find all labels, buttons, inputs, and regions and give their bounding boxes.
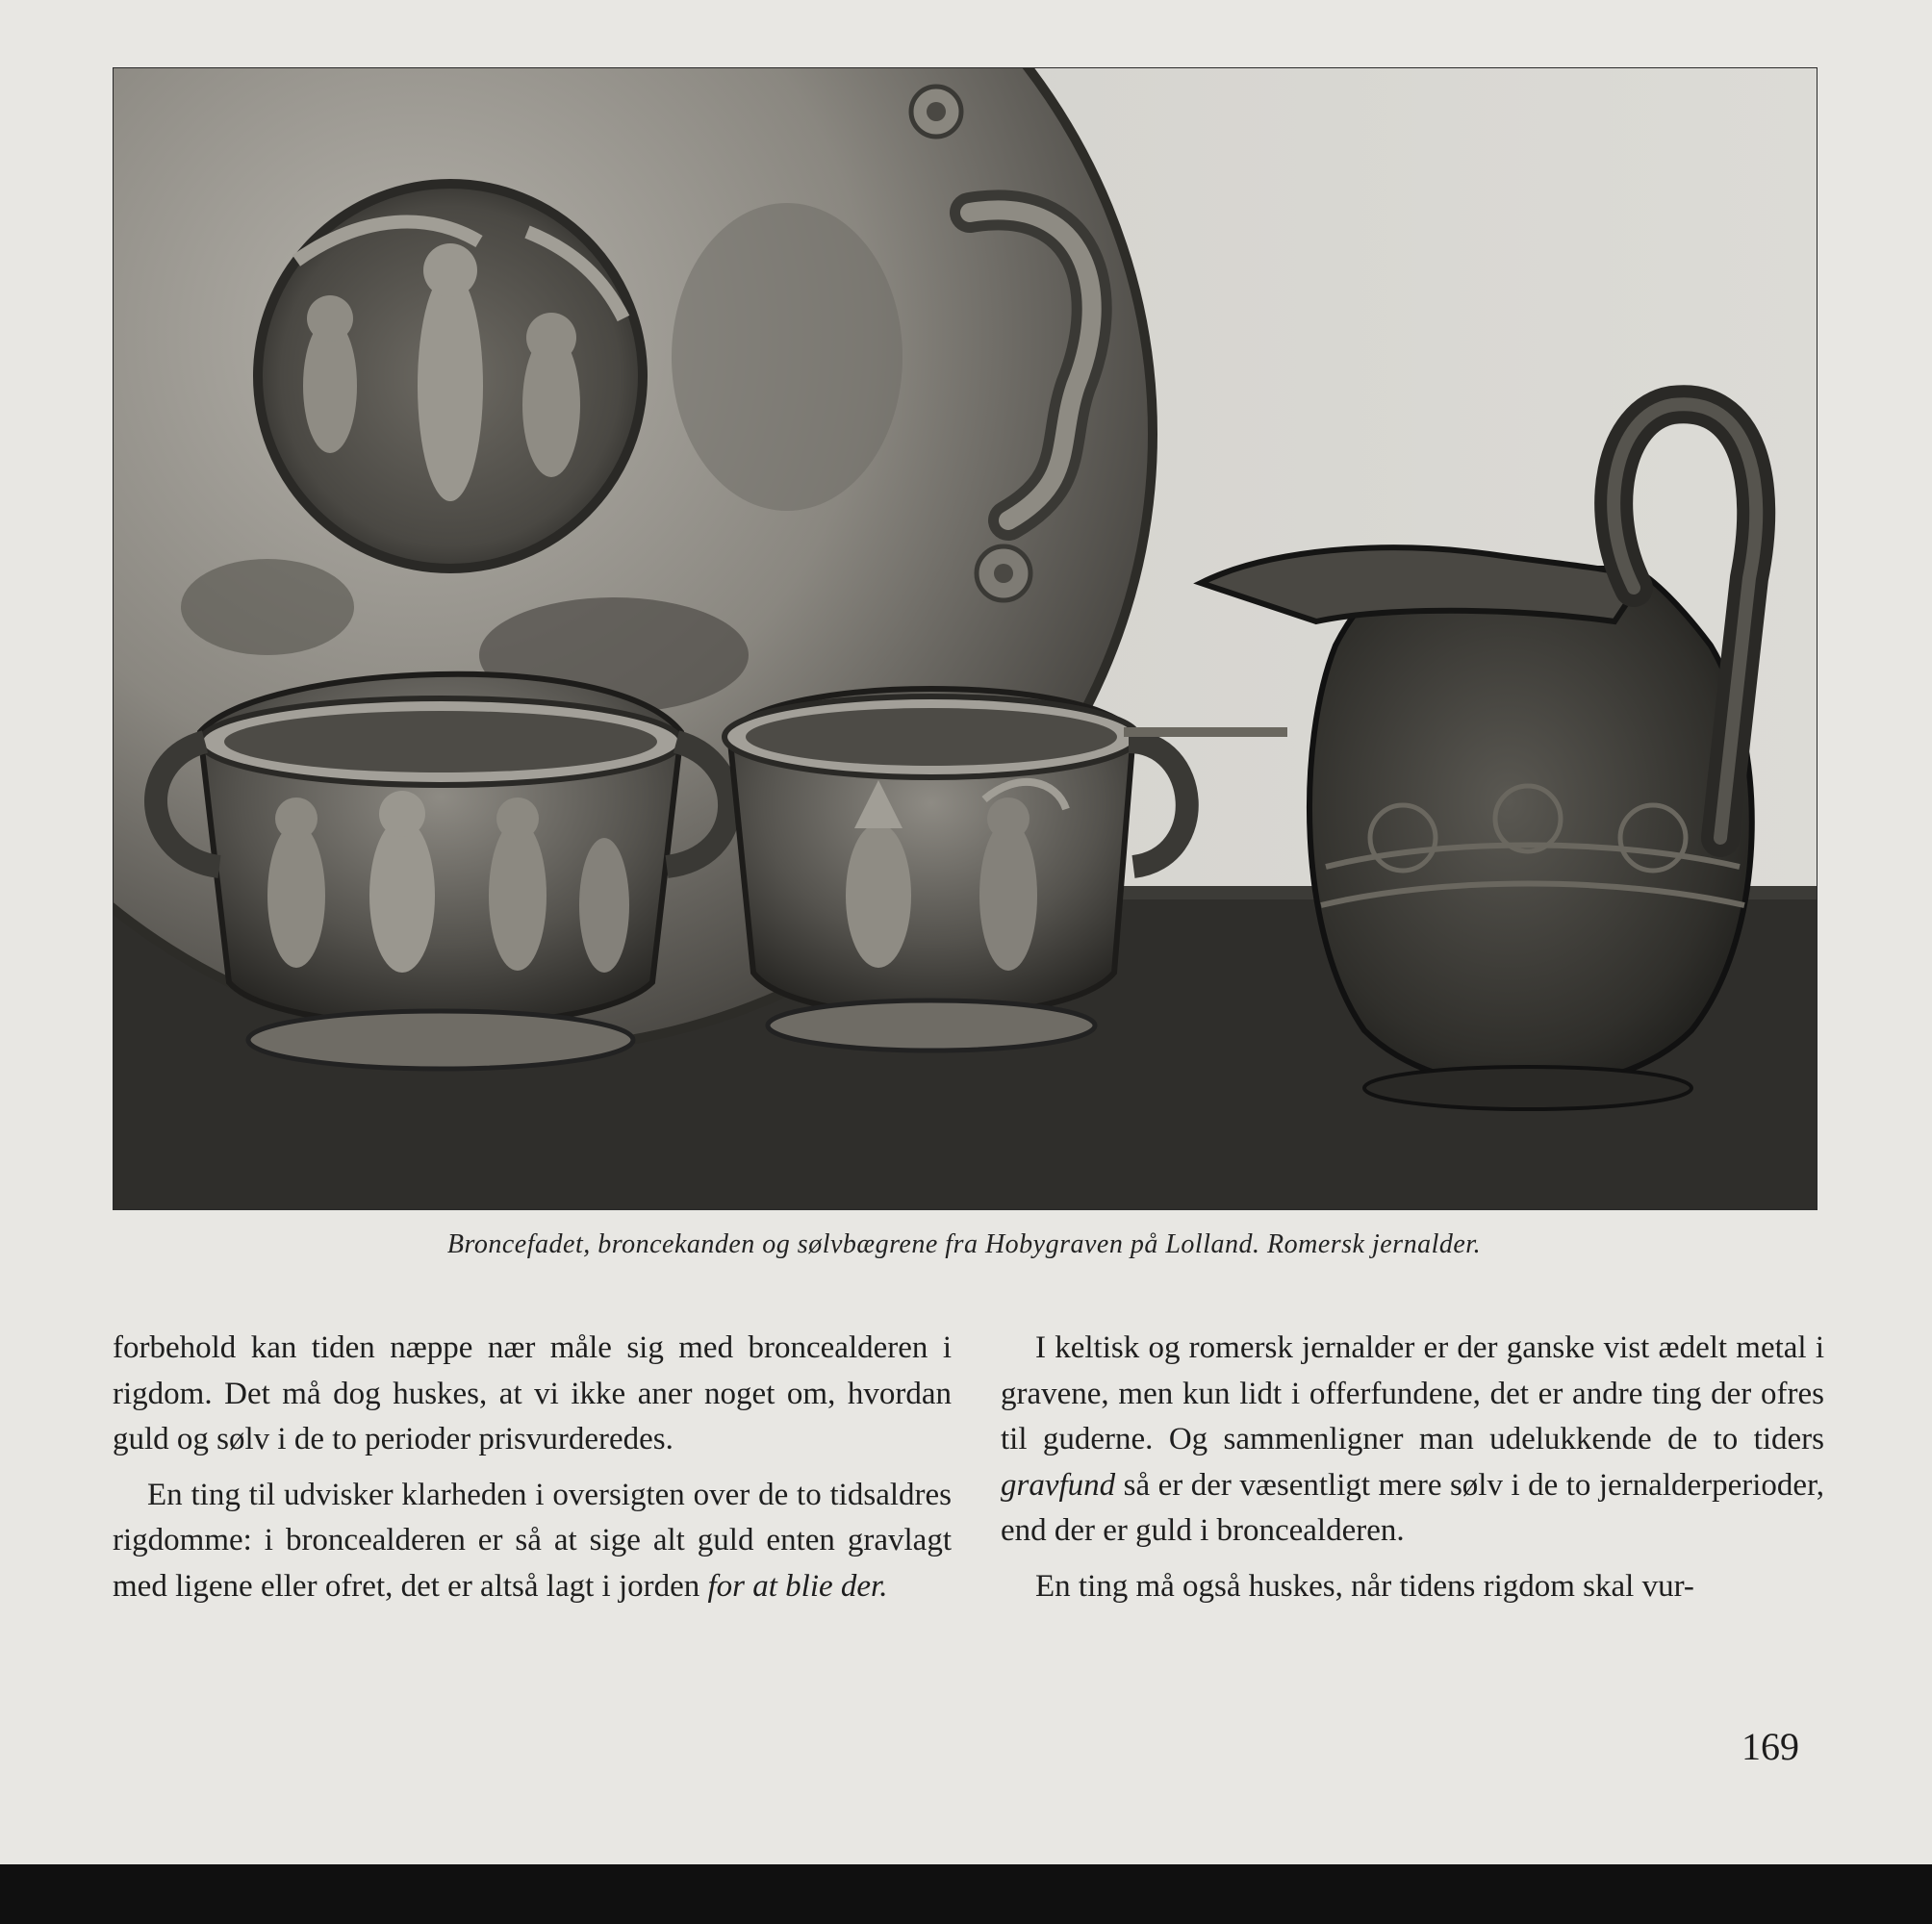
paragraph: En ting må også huskes, når tidens rigdom skal vur-	[1035, 1568, 1694, 1604]
paragraph	[113, 1473, 952, 1610]
left-text-column	[113, 1326, 952, 1609]
right-text-column	[1001, 1326, 1824, 1609]
emphasis-text: for at blie der.	[707, 1568, 888, 1604]
photograph-plate	[113, 67, 1818, 1210]
paragraph-text: I keltisk og romersk jernalder er der ganske vist ædelt metal i gravene, men kun lidt i offerfundene, det er andre ting der ofres til guderne. Og sammenligner man udelukkende de to tiders	[1001, 1330, 1824, 1456]
paragraph: forbehold kan tiden næppe nær måle sig med broncealderen i rigdom. Det må dog huskes, at vi ikke aner noget om, hvordan guld og sølv i de to perioder prisvurderedes.	[113, 1330, 952, 1456]
photograph-artwork	[114, 68, 1817, 1209]
paragraph	[1001, 1326, 1824, 1555]
page-number: 169	[1741, 1725, 1799, 1768]
emphasis-text: gravfund	[1001, 1467, 1116, 1503]
scan-edge-band	[0, 1864, 1932, 1924]
photo-caption: Broncefadet, broncekanden og sølvbægrene fra Hobygraven på Lolland. Romersk jernalder.	[446, 1229, 1482, 1259]
paragraph-text: En ting til udvisker klarheden i oversigten over de to tidsaldres rigdomme: i broncealderen er så at sige alt guld enten gravlagt med ligene eller ofret, det er altså lagt i jorden	[113, 1477, 952, 1604]
paragraph-text: så er der væsentligt mere sølv i de to jernalderperioder, end der er guld i broncealderen.	[1001, 1467, 1824, 1548]
